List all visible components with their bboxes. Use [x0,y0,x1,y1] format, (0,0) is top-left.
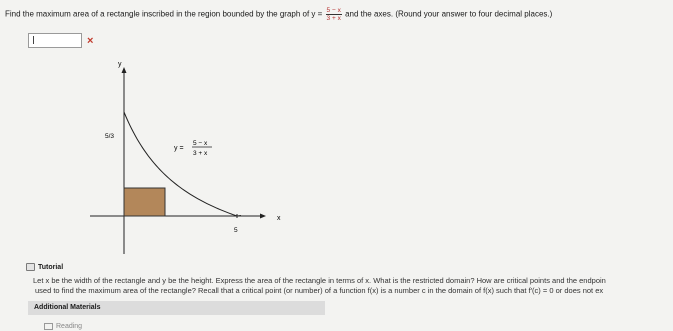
question-suffix: and the axes. (Round your answer to four decimal places.) [345,9,553,19]
question-fraction-denominator: 3 + x [326,15,341,22]
reading-label: Reading [56,323,83,330]
question-fraction-numerator: 5 − x [326,7,341,14]
additional-materials-header[interactable]: Additional Materials [28,301,325,315]
y-intercept-label: 5/3 [105,133,115,140]
inscribed-rectangle [124,188,165,216]
tutorial-icon [26,263,35,271]
explanation-line-2: used to find the maximum area of the rectangle? Recall that a critical point (or number) of a function f(x) is a number c in the domain of f(x) such that f′(c) = 0 or does not ex [35,286,604,295]
incorrect-x-icon: × [87,35,94,47]
tutorial-explanation [33,276,673,296]
y-axis-arrow-icon [122,67,127,73]
x-axis-arrow-icon [260,214,266,219]
reading-link[interactable] [44,323,82,330]
tutorial-link[interactable] [26,263,63,271]
x-intercept-label: 5 [234,227,238,234]
x-axis-label: x [277,215,281,222]
curve-equation-prefix: y = [174,145,184,152]
curve-equation-denominator: 3 + x [193,150,208,157]
question-prefix: Find the maximum area of a rectangle inscribed in the region bounded by the graph of y = [5,9,323,19]
book-icon [44,323,53,330]
curve-equation-numerator: 5 − x [193,140,208,147]
y-axis-label: y [118,61,122,68]
tutorial-label: Tutorial [38,263,64,271]
explanation-line-1: Let x be the width of the rectangle and y be the height. Express the area of the rectangle in terms of x. What is the restricted domain? How are critical points and the endpoin [33,276,606,285]
